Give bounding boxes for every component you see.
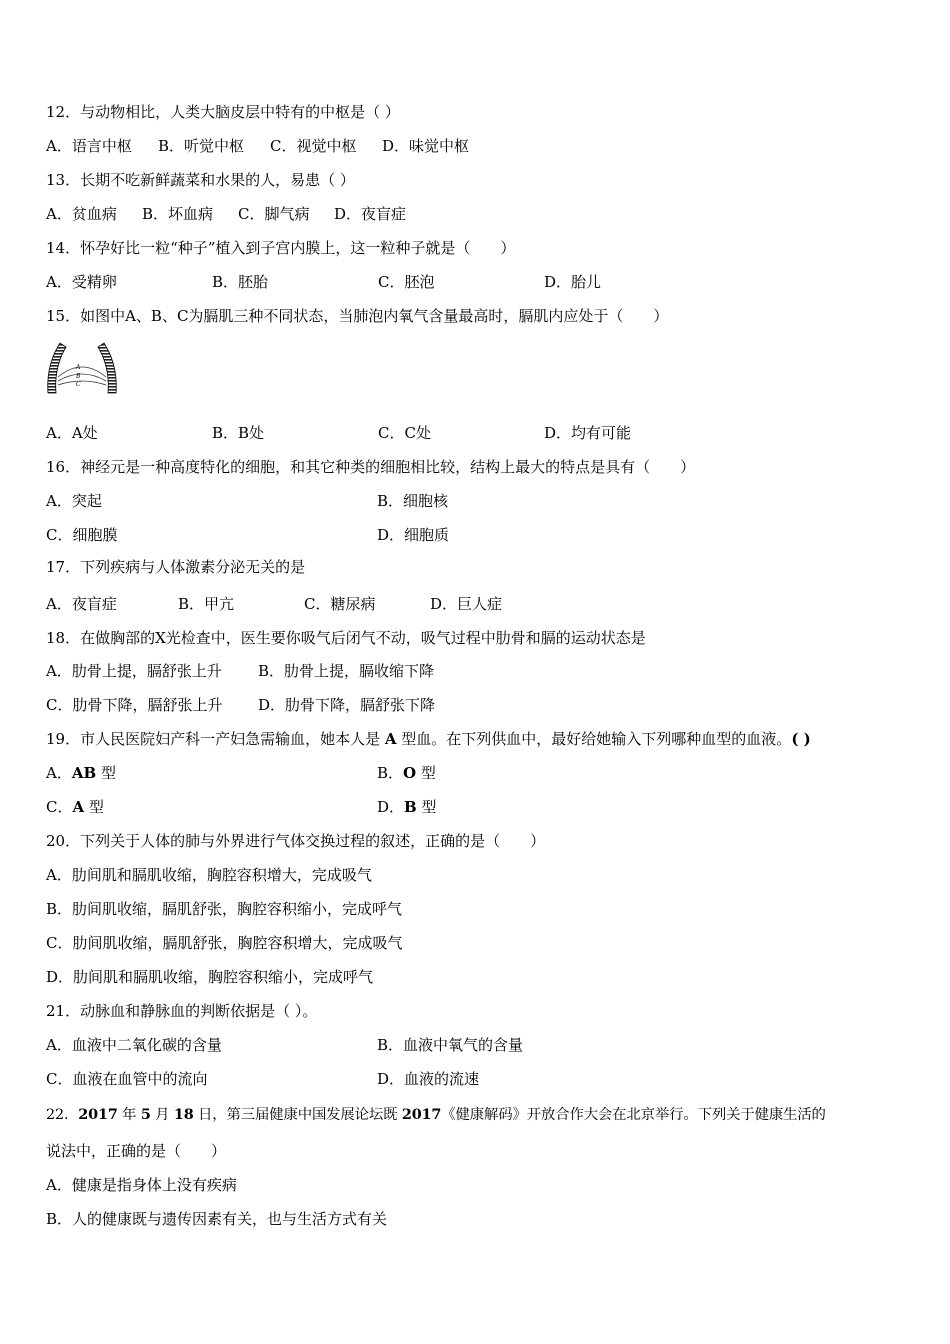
- option-suffix: 型: [88, 798, 104, 816]
- option-b[interactable]: B．坏血病: [142, 205, 214, 223]
- option-a[interactable]: A．A处: [46, 424, 98, 442]
- option-a[interactable]: A．突起: [46, 492, 102, 510]
- option-b[interactable]: B．甲亢: [178, 595, 235, 613]
- option-c[interactable]: C．血液在血管中的流向: [46, 1070, 208, 1088]
- option-suffix: 型: [100, 764, 116, 782]
- option-d[interactable]: [377, 797, 437, 817]
- question-16-stem: 16．神经元是一种高度特化的细胞，和其它种类的细胞相比较，结构上最大的特点是具有（ ）: [46, 458, 696, 476]
- question-17-stem: 17．下列疾病与人体激素分泌无关的是: [46, 558, 306, 576]
- question-21-stem: 21．动脉血和静脉血的判断依据是（ ）。: [46, 1002, 318, 1020]
- question-15-options: [46, 423, 631, 443]
- question-22-stem-line2: 说法中，正确的是（ ）: [46, 1142, 227, 1160]
- option-suffix: 型: [420, 764, 436, 782]
- option-c[interactable]: C．糖尿病: [304, 595, 376, 613]
- option-d[interactable]: D．肋骨下降，膈舒张下降: [258, 696, 436, 714]
- option-d[interactable]: D．血液的流速: [377, 1070, 480, 1088]
- option-d[interactable]: D．肋间肌和膈肌收缩，胸腔容积缩小，完成呼气: [46, 968, 374, 986]
- option-value: AB: [71, 764, 97, 782]
- option-b[interactable]: B．细胞核: [377, 492, 449, 510]
- option-b[interactable]: [377, 763, 436, 783]
- question-13-stem: 13．长期不吃新鲜蔬菜和水果的人，易患（ ）: [46, 171, 355, 189]
- option-value: O: [403, 764, 417, 782]
- question-15-stem: 15．如图中A、B、C为膈肌三种不同状态，当肺泡内氧气含量最高时，膈肌内应处于（ ）: [46, 307, 669, 325]
- option-c[interactable]: C．脚气病: [238, 205, 310, 223]
- option-d[interactable]: D．夜盲症: [334, 205, 407, 223]
- figure-label-c: C: [76, 381, 81, 388]
- option-b[interactable]: B．血液中氧气的含量: [377, 1036, 524, 1054]
- stem-year: 2017: [78, 1106, 118, 1123]
- stem-part: 型血。在下列供血中，最好给她输入下列哪种血型的血液。: [401, 730, 792, 748]
- option-a[interactable]: A．语言中枢: [46, 137, 132, 155]
- stem-month: 5: [140, 1106, 151, 1123]
- diaphragm-figure: [44, 335, 120, 399]
- question-12-stem: 12．与动物相比，人类大脑皮层中特有的中枢是（ ）: [46, 103, 400, 121]
- option-b[interactable]: B．肋间肌收缩，膈肌舒张，胸腔容积缩小，完成呼气: [46, 900, 403, 918]
- question-19-stem: [46, 729, 811, 749]
- question-18-stem: 18．在做胸部的X光检查中，医生要你吸气后闭气不动，吸气过程中肋骨和膈的运动状态是: [46, 629, 646, 647]
- stem-part: 《健康解码》开放合作大会在北京举行。下列关于健康生活的: [441, 1107, 826, 1123]
- stem-part: 19．市人民医院妇产科一产妇急需输血，她本人是: [46, 730, 381, 748]
- option-b[interactable]: B．胚胎: [212, 273, 269, 291]
- option-a[interactable]: A．受精卵: [46, 273, 117, 291]
- stem-part: 日，第三届健康中国发展论坛既: [198, 1107, 398, 1123]
- question-13-options: [46, 204, 406, 224]
- option-c[interactable]: C．肋间肌收缩，膈肌舒张，胸腔容积增大，完成吸气: [46, 934, 403, 952]
- stem-year: 2017: [401, 1106, 442, 1123]
- question-17-options: [46, 594, 502, 614]
- option-a[interactable]: [46, 763, 116, 783]
- stem-day: 18: [173, 1106, 194, 1123]
- option-d[interactable]: D．细胞质: [377, 526, 450, 544]
- option-label: C．: [46, 798, 73, 816]
- option-d[interactable]: D．巨人症: [430, 595, 503, 613]
- question-12-options: [46, 136, 469, 156]
- stem-part: 22．: [46, 1107, 79, 1123]
- option-a[interactable]: A．夜盲症: [46, 595, 117, 613]
- option-c[interactable]: C．肋骨下降，膈舒张上升: [46, 696, 223, 714]
- option-value: A: [72, 798, 85, 816]
- option-a[interactable]: A．贫血病: [46, 205, 117, 223]
- stem-blood-type: A: [384, 730, 397, 748]
- question-14-options: [46, 272, 601, 292]
- option-d[interactable]: D．胎儿: [544, 273, 602, 291]
- option-a[interactable]: A．血液中二氧化碳的含量: [46, 1036, 222, 1054]
- figure-label-a: A: [76, 364, 81, 371]
- question-18-options-row2: [46, 695, 435, 715]
- option-d[interactable]: D．均有可能: [544, 424, 632, 442]
- option-c[interactable]: C．胚泡: [378, 273, 435, 291]
- question-18-options-row1: [46, 661, 434, 681]
- stem-answer-bracket: ( ): [791, 730, 811, 748]
- option-a[interactable]: A．肋间肌和膈肌收缩，胸腔容积增大，完成吸气: [46, 866, 372, 884]
- option-c[interactable]: C．细胞膜: [46, 526, 118, 544]
- option-c[interactable]: C．视觉中枢: [270, 137, 357, 155]
- option-d[interactable]: D．味觉中枢: [382, 137, 470, 155]
- option-b[interactable]: B．听觉中枢: [158, 137, 245, 155]
- question-14-stem: 14．怀孕好比一粒“种子”植入到子宫内膜上，这一粒种子就是（ ）: [46, 239, 516, 257]
- option-suffix: 型: [421, 798, 437, 816]
- question-20-stem: 20．下列关于人体的肺与外界进行气体交换过程的叙述，正确的是（ ）: [46, 832, 546, 850]
- option-label: B．: [377, 764, 404, 782]
- stem-part: 年: [122, 1107, 137, 1123]
- option-label: A．: [46, 764, 72, 782]
- option-b[interactable]: B．肋骨上提，膈收缩下降: [258, 662, 435, 680]
- option-a[interactable]: A．肋骨上提，膈舒张上升: [46, 662, 222, 680]
- option-c[interactable]: C．C处: [378, 424, 431, 442]
- option-b[interactable]: B．人的健康既与遗传因素有关，也与生活方式有关: [46, 1210, 388, 1228]
- stem-part: 月: [155, 1107, 170, 1123]
- option-label: D．: [377, 798, 405, 816]
- question-22-stem: [46, 1105, 826, 1125]
- option-a[interactable]: A．健康是指身体上没有疾病: [46, 1176, 237, 1194]
- option-b[interactable]: B．B处: [212, 424, 265, 442]
- option-c[interactable]: [46, 797, 104, 817]
- option-value: B: [404, 798, 417, 816]
- figure-label-b: B: [76, 373, 81, 380]
